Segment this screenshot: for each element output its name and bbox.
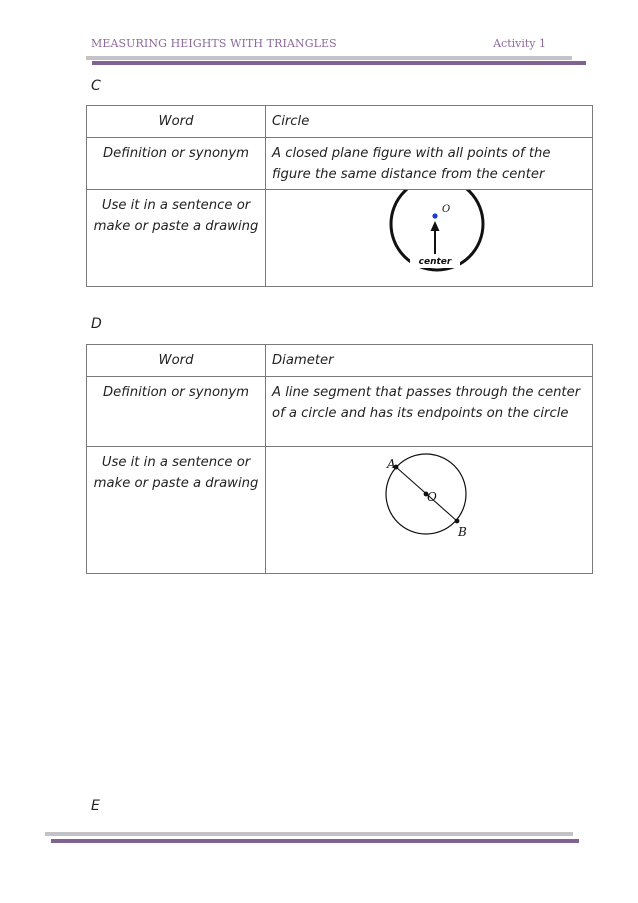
section-letter-c: C (91, 78, 101, 94)
word-row (87, 345, 593, 377)
center-arrow-head (431, 221, 440, 231)
running-header-activity: Activity 1 (493, 37, 546, 50)
center-label: O (427, 490, 437, 504)
definition-label: Definition or synonym (87, 377, 266, 447)
definition-row (87, 377, 593, 447)
word-value: Circle (266, 106, 593, 138)
vocab-table-diameter (86, 344, 593, 574)
word-row (87, 106, 593, 138)
definition-row (87, 138, 593, 190)
usage-drawing-cell (266, 447, 593, 574)
center-point (432, 213, 437, 218)
usage-drawing-cell (266, 190, 593, 287)
definition-value: A closed plane figure with all points of the figure the same distance from the center (266, 138, 593, 190)
word-label: Word (87, 106, 266, 138)
definition-value: A line segment that passes through the center of a circle and has its endpoints on the circle (266, 377, 593, 447)
usage-label: Use it in a sentence or make or paste a drawing (87, 190, 266, 287)
usage-label: Use it in a sentence or make or paste a drawing (87, 447, 266, 574)
usage-row (87, 190, 593, 287)
usage-row (87, 447, 593, 574)
vocab-table-circle (86, 105, 593, 287)
diameter-drawing (266, 447, 592, 573)
section-letter-e: E (91, 798, 100, 814)
footer-rule-purple (51, 839, 579, 843)
word-label: Word (87, 345, 266, 377)
word-value: Diameter (266, 345, 593, 377)
running-header-title: MEASURING HEIGHTS WITH TRIANGLES (91, 37, 337, 50)
definition-label: Definition or synonym (87, 138, 266, 190)
header-rule-grey (86, 56, 572, 60)
header-rule-purple (92, 61, 586, 65)
endpoint-b-label: B (458, 525, 467, 539)
footer-rule-grey (45, 832, 573, 836)
endpoint-b-dot (455, 519, 460, 524)
center-caption: center (418, 257, 452, 267)
endpoint-a-label: A (387, 457, 396, 471)
center-label: O (442, 204, 451, 215)
section-letter-d: D (91, 316, 102, 332)
circle-center-drawing (266, 190, 592, 286)
